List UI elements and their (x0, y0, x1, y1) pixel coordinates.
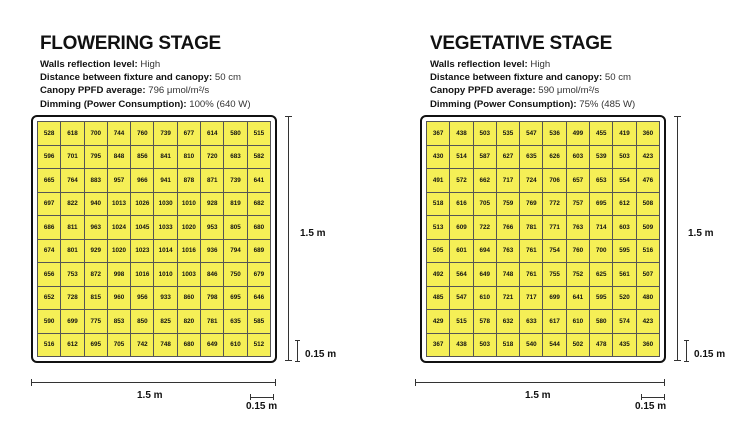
spec-distance: Distance between fixture and canopy: 50 cm (430, 72, 632, 84)
ppfd-cell: 846 (201, 263, 224, 287)
ppfd-cell: 438 (450, 122, 473, 146)
height-dimension-tick-top (674, 116, 681, 117)
ppfd-cell: 544 (543, 333, 566, 357)
ppfd-cell: 617 (543, 310, 566, 334)
spec-distance: Distance between fixture and canopy: 50 cm (40, 72, 242, 84)
ppfd-cell: 509 (636, 216, 659, 240)
spec-walls-reflection: Walls reflection level: High (40, 59, 161, 70)
ppfd-cell: 775 (84, 310, 107, 334)
ppfd-cell: 535 (496, 122, 519, 146)
spec-ppfd-average: Canopy PPFD average: 590 μmol/m²/s (430, 85, 600, 97)
cell-height-tick-top (684, 340, 689, 341)
ppfd-cell: 940 (84, 192, 107, 216)
ppfd-cell: 585 (247, 310, 270, 334)
ppfd-cell: 761 (520, 239, 543, 263)
grid-row (38, 310, 271, 334)
ppfd-cell: 878 (177, 169, 200, 193)
ppfd-cell: 367 (427, 122, 450, 146)
ppfd-cell: 941 (154, 169, 177, 193)
ppfd-table (426, 121, 660, 357)
ppfd-cell: 1010 (177, 192, 200, 216)
ppfd-cell: 480 (636, 286, 659, 310)
ppfd-cell: 515 (247, 122, 270, 146)
ppfd-cell: 614 (201, 122, 224, 146)
ppfd-cell: 759 (496, 192, 519, 216)
ppfd-cell: 928 (201, 192, 224, 216)
cell-width-tick-left (641, 394, 642, 400)
ppfd-cell: 753 (61, 263, 84, 287)
ppfd-cell: 695 (84, 333, 107, 357)
ppfd-cell: 801 (61, 239, 84, 263)
ppfd-cell: 960 (107, 286, 130, 310)
ppfd-cell: 547 (520, 122, 543, 146)
ppfd-cell: 539 (590, 145, 613, 169)
ppfd-cell: 689 (247, 239, 270, 263)
ppfd-cell: 476 (636, 169, 659, 193)
ppfd-cell: 953 (201, 216, 224, 240)
cell-width-label: 0.15 m (246, 401, 278, 412)
ppfd-cell: 695 (224, 286, 247, 310)
ppfd-cell: 929 (84, 239, 107, 263)
ppfd-cell: 748 (154, 333, 177, 357)
ppfd-cell: 682 (247, 192, 270, 216)
ppfd-cell: 656 (38, 263, 61, 287)
grid-row (427, 310, 660, 334)
ppfd-cell: 811 (61, 216, 84, 240)
ppfd-cell: 518 (427, 192, 450, 216)
cell-height-dimension-line (297, 340, 298, 362)
ppfd-cell: 1030 (154, 192, 177, 216)
ppfd-cell: 755 (543, 263, 566, 287)
ppfd-cell: 825 (154, 310, 177, 334)
ppfd-cell: 582 (247, 145, 270, 169)
ppfd-cell: 665 (38, 169, 61, 193)
ppfd-cell: 513 (427, 216, 450, 240)
width-dimension-line (415, 382, 665, 383)
ppfd-cell: 595 (590, 286, 613, 310)
ppfd-cell: 580 (590, 310, 613, 334)
ppfd-cell: 933 (154, 286, 177, 310)
ppfd-cell: 674 (38, 239, 61, 263)
ppfd-cell: 683 (224, 145, 247, 169)
ppfd-cell: 578 (473, 310, 496, 334)
spec-ppfd-average: Canopy PPFD average: 796 μmol/m²/s (40, 85, 210, 97)
ppfd-cell: 429 (427, 310, 450, 334)
ppfd-cell: 635 (224, 310, 247, 334)
flowering-title: FLOWERING STAGE (40, 33, 221, 54)
ppfd-cell: 815 (84, 286, 107, 310)
ppfd-cell: 485 (427, 286, 450, 310)
ppfd-cell: 766 (496, 216, 519, 240)
ppfd-cell: 769 (520, 192, 543, 216)
ppfd-cell: 662 (473, 169, 496, 193)
height-label: 1.5 m (300, 228, 326, 239)
spec-dimming: Dimming (Power Consumption): 100% (640 W) (40, 98, 251, 110)
ppfd-cell: 677 (177, 122, 200, 146)
ppfd-cell: 695 (590, 192, 613, 216)
ppfd-cell: 680 (247, 216, 270, 240)
grid-row (427, 286, 660, 310)
ppfd-cell: 596 (38, 145, 61, 169)
ppfd-cell: 819 (224, 192, 247, 216)
ppfd-cell: 739 (224, 169, 247, 193)
ppfd-cell: 748 (496, 263, 519, 287)
ppfd-cell: 430 (427, 145, 450, 169)
vegetative-ppfd-grid (420, 115, 666, 363)
ppfd-cell: 633 (520, 310, 543, 334)
ppfd-cell: 518 (496, 333, 519, 357)
grid-row (427, 192, 660, 216)
ppfd-cell: 657 (566, 169, 589, 193)
width-dimension-tick-left (31, 379, 32, 386)
ppfd-cell: 536 (543, 122, 566, 146)
ppfd-cell: 805 (224, 216, 247, 240)
width-dimension-tick-right (664, 379, 665, 386)
ppfd-cell: 810 (177, 145, 200, 169)
height-label: 1.5 m (688, 228, 714, 239)
ppfd-cell: 1016 (177, 239, 200, 263)
ppfd-cell: 697 (38, 192, 61, 216)
ppfd-cell: 610 (224, 333, 247, 357)
ppfd-cell: 760 (131, 122, 154, 146)
ppfd-cell: 721 (496, 286, 519, 310)
ppfd-cell: 700 (590, 239, 613, 263)
ppfd-cell: 686 (38, 216, 61, 240)
ppfd-cell: 507 (636, 263, 659, 287)
vegetative-title: VEGETATIVE STAGE (430, 33, 613, 54)
ppfd-cell: 625 (590, 263, 613, 287)
ppfd-cell: 478 (590, 333, 613, 357)
ppfd-cell: 706 (543, 169, 566, 193)
ppfd-cell: 742 (131, 333, 154, 357)
height-dimension-tick-bottom (285, 360, 292, 361)
ppfd-cell: 760 (566, 239, 589, 263)
ppfd-cell: 574 (613, 310, 636, 334)
ppfd-cell: 1010 (154, 263, 177, 287)
width-dimension-tick-right (275, 379, 276, 386)
flowering-specs (40, 58, 251, 111)
cell-height-dimension-line (686, 340, 687, 362)
ppfd-cell: 632 (496, 310, 519, 334)
ppfd-cell: 626 (543, 145, 566, 169)
cell-height-tick-bottom (295, 361, 300, 362)
ppfd-cell: 841 (154, 145, 177, 169)
ppfd-cell: 547 (450, 286, 473, 310)
ppfd-cell: 848 (107, 145, 130, 169)
ppfd-cell: 641 (247, 169, 270, 193)
ppfd-cell: 646 (247, 286, 270, 310)
ppfd-cell: 580 (224, 122, 247, 146)
ppfd-cell: 492 (427, 263, 450, 287)
ppfd-cell: 653 (590, 169, 613, 193)
ppfd-cell: 871 (201, 169, 224, 193)
ppfd-cell: 771 (543, 216, 566, 240)
ppfd-cell: 503 (613, 145, 636, 169)
cell-height-tick-top (295, 340, 300, 341)
ppfd-cell: 499 (566, 122, 589, 146)
ppfd-cell: 739 (154, 122, 177, 146)
ppfd-cell: 652 (38, 286, 61, 310)
ppfd-cell: 367 (427, 333, 450, 357)
ppfd-cell: 794 (224, 239, 247, 263)
ppfd-cell: 561 (613, 263, 636, 287)
ppfd-cell: 503 (473, 122, 496, 146)
ppfd-cell: 1016 (131, 263, 154, 287)
ppfd-cell: 717 (496, 169, 519, 193)
ppfd-cell: 781 (520, 216, 543, 240)
ppfd-cell: 455 (590, 122, 613, 146)
ppfd-cell: 694 (473, 239, 496, 263)
grid-row (427, 145, 660, 169)
ppfd-cell: 680 (177, 333, 200, 357)
grid-row (427, 333, 660, 357)
width-dimension-tick-left (415, 379, 416, 386)
ppfd-cell: 516 (38, 333, 61, 357)
width-label: 1.5 m (525, 390, 551, 401)
ppfd-cell: 512 (247, 333, 270, 357)
ppfd-cell: 872 (84, 263, 107, 287)
grid-row (427, 239, 660, 263)
ppfd-cell: 520 (613, 286, 636, 310)
ppfd-cell: 699 (543, 286, 566, 310)
grid-row (427, 122, 660, 146)
ppfd-cell: 612 (613, 192, 636, 216)
ppfd-cell: 757 (566, 192, 589, 216)
ppfd-cell: 649 (201, 333, 224, 357)
ppfd-cell: 883 (84, 169, 107, 193)
ppfd-cell: 610 (566, 310, 589, 334)
ppfd-cell: 618 (61, 122, 84, 146)
ppfd-cell: 856 (131, 145, 154, 169)
cell-width-tick-right (664, 394, 665, 400)
ppfd-cell: 936 (201, 239, 224, 263)
ppfd-cell: 528 (38, 122, 61, 146)
ppfd-cell: 956 (131, 286, 154, 310)
ppfd-cell: 728 (61, 286, 84, 310)
ppfd-cell: 1024 (107, 216, 130, 240)
ppfd-table (37, 121, 271, 357)
cell-width-tick-right (273, 394, 274, 400)
ppfd-cell: 763 (496, 239, 519, 263)
cell-height-tick-bottom (684, 361, 689, 362)
grid-row (38, 286, 271, 310)
width-label: 1.5 m (137, 390, 163, 401)
ppfd-cell: 627 (496, 145, 519, 169)
spec-dimming: Dimming (Power Consumption): 75% (485 W) (430, 98, 636, 110)
grid-row (427, 216, 660, 240)
ppfd-cell: 502 (566, 333, 589, 357)
grid-row (38, 145, 271, 169)
vegetative-specs (430, 58, 635, 111)
ppfd-cell: 850 (131, 310, 154, 334)
ppfd-cell: 603 (613, 216, 636, 240)
ppfd-cell: 435 (613, 333, 636, 357)
ppfd-cell: 1020 (177, 216, 200, 240)
ppfd-cell: 554 (613, 169, 636, 193)
ppfd-cell: 1003 (177, 263, 200, 287)
height-dimension-tick-top (285, 116, 292, 117)
grid-row (38, 263, 271, 287)
ppfd-cell: 679 (247, 263, 270, 287)
ppfd-cell: 853 (107, 310, 130, 334)
ppfd-cell: 761 (520, 263, 543, 287)
ppfd-cell: 508 (636, 192, 659, 216)
ppfd-cell: 722 (473, 216, 496, 240)
ppfd-cell: 963 (84, 216, 107, 240)
ppfd-cell: 717 (520, 286, 543, 310)
ppfd-cell: 419 (613, 122, 636, 146)
ppfd-cell: 649 (473, 263, 496, 287)
ppfd-cell: 603 (566, 145, 589, 169)
ppfd-cell: 612 (61, 333, 84, 357)
ppfd-cell: 503 (473, 333, 496, 357)
ppfd-cell: 505 (427, 239, 450, 263)
ppfd-cell: 795 (84, 145, 107, 169)
ppfd-cell: 764 (61, 169, 84, 193)
ppfd-cell: 1020 (107, 239, 130, 263)
ppfd-cell: 798 (201, 286, 224, 310)
ppfd-cell: 609 (450, 216, 473, 240)
ppfd-cell: 700 (84, 122, 107, 146)
height-dimension-line (288, 116, 289, 361)
spec-walls-reflection: Walls reflection level: High (430, 59, 551, 70)
ppfd-cell: 360 (636, 333, 659, 357)
cell-height-label: 0.15 m (694, 349, 726, 360)
grid-row (38, 216, 271, 240)
ppfd-cell: 724 (520, 169, 543, 193)
ppfd-cell: 822 (61, 192, 84, 216)
ppfd-cell: 705 (473, 192, 496, 216)
ppfd-cell: 701 (61, 145, 84, 169)
ppfd-cell: 610 (473, 286, 496, 310)
ppfd-cell: 1026 (131, 192, 154, 216)
ppfd-cell: 860 (177, 286, 200, 310)
grid-row (38, 122, 271, 146)
grid-row (427, 263, 660, 287)
ppfd-cell: 601 (450, 239, 473, 263)
vegetative-panel (375, 0, 750, 421)
ppfd-cell: 957 (107, 169, 130, 193)
ppfd-cell: 699 (61, 310, 84, 334)
ppfd-cell: 763 (566, 216, 589, 240)
grid-row (38, 239, 271, 263)
cell-width-dimension-line (250, 397, 274, 398)
ppfd-cell: 1014 (154, 239, 177, 263)
ppfd-cell: 1033 (154, 216, 177, 240)
ppfd-cell: 744 (107, 122, 130, 146)
ppfd-cell: 754 (543, 239, 566, 263)
ppfd-cell: 540 (520, 333, 543, 357)
ppfd-cell: 515 (450, 310, 473, 334)
ppfd-cell: 516 (636, 239, 659, 263)
ppfd-cell: 641 (566, 286, 589, 310)
ppfd-cell: 423 (636, 310, 659, 334)
ppfd-cell: 438 (450, 333, 473, 357)
ppfd-cell: 572 (450, 169, 473, 193)
ppfd-cell: 705 (107, 333, 130, 357)
grid-row (427, 169, 660, 193)
ppfd-cell: 1045 (131, 216, 154, 240)
ppfd-cell: 423 (636, 145, 659, 169)
ppfd-cell: 820 (177, 310, 200, 334)
width-dimension-line (31, 382, 276, 383)
ppfd-cell: 564 (450, 263, 473, 287)
height-dimension-line (677, 116, 678, 361)
ppfd-cell: 781 (201, 310, 224, 334)
grid-row (38, 192, 271, 216)
cell-width-dimension-line (641, 397, 665, 398)
ppfd-cell: 714 (590, 216, 613, 240)
ppfd-cell: 998 (107, 263, 130, 287)
ppfd-cell: 1013 (107, 192, 130, 216)
ppfd-cell: 966 (131, 169, 154, 193)
cell-width-tick-left (250, 394, 251, 400)
ppfd-cell: 752 (566, 263, 589, 287)
height-dimension-tick-bottom (674, 360, 681, 361)
ppfd-cell: 491 (427, 169, 450, 193)
grid-row (38, 169, 271, 193)
ppfd-cell: 595 (613, 239, 636, 263)
flowering-ppfd-grid (31, 115, 277, 363)
ppfd-cell: 616 (450, 192, 473, 216)
ppfd-cell: 635 (520, 145, 543, 169)
grid-row (38, 333, 271, 357)
ppfd-cell: 1023 (131, 239, 154, 263)
cell-height-label: 0.15 m (305, 349, 337, 360)
cell-width-label: 0.15 m (635, 401, 667, 412)
ppfd-cell: 772 (543, 192, 566, 216)
ppfd-cell: 587 (473, 145, 496, 169)
ppfd-cell: 360 (636, 122, 659, 146)
ppfd-cell: 720 (201, 145, 224, 169)
ppfd-cell: 750 (224, 263, 247, 287)
ppfd-cell: 514 (450, 145, 473, 169)
ppfd-cell: 590 (38, 310, 61, 334)
